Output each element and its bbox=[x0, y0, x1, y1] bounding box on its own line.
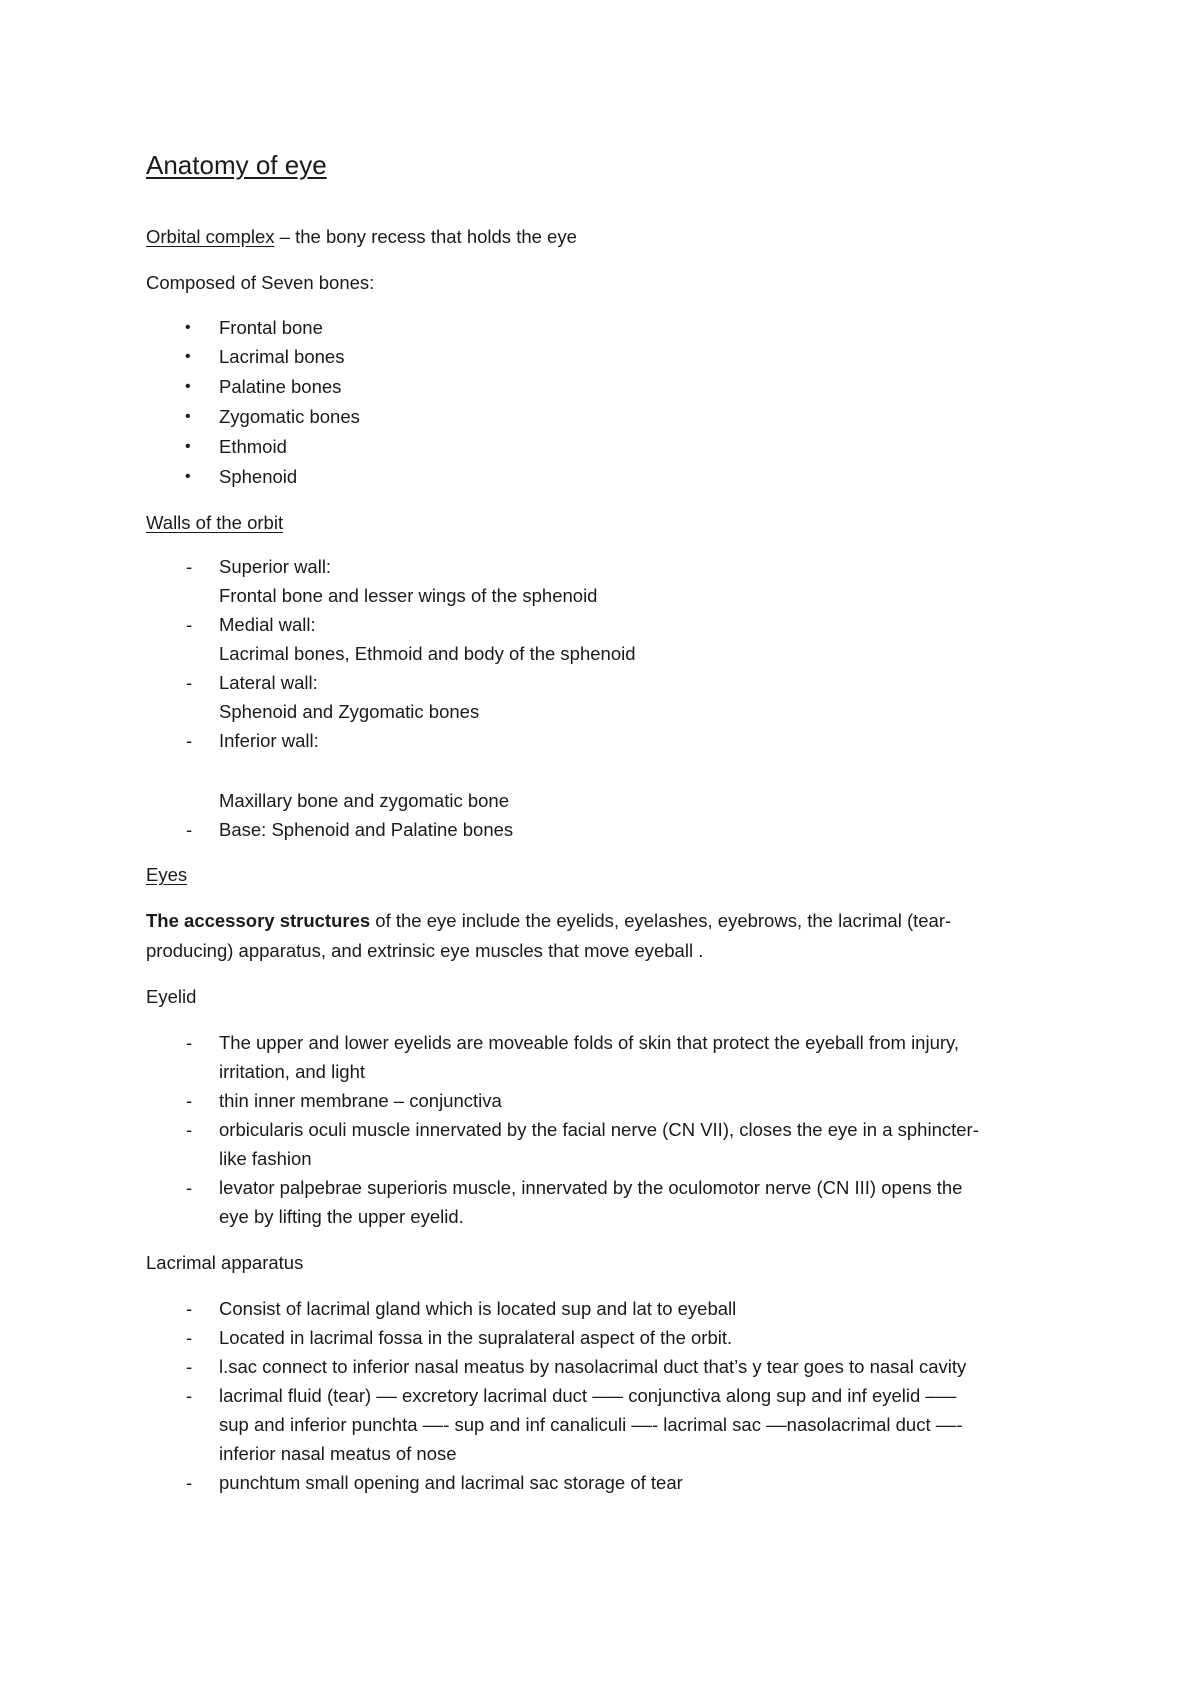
page-title: Anatomy of eye bbox=[146, 150, 327, 180]
bullet-icon: • bbox=[185, 319, 191, 336]
lacrimal-item: sup and inferior punchta ––- sup and inf canaliculi ––- lacrimal sac ––nasolacrimal duct ––- bbox=[219, 1414, 963, 1435]
wall-item: Lacrimal bones, Ethmoid and body of the sphenoid bbox=[219, 643, 636, 664]
wall-item: Medial wall: bbox=[219, 614, 316, 635]
eyelid-item: like fashion bbox=[219, 1148, 312, 1169]
lacrimal-heading: Lacrimal apparatus bbox=[146, 1252, 304, 1273]
eyes-intro-line2: producing) apparatus, and extrinsic eye muscles that move eyeball . bbox=[146, 940, 704, 961]
bone-item: Ethmoid bbox=[219, 436, 287, 457]
lacrimal-item: punchtum small opening and lacrimal sac storage of tear bbox=[219, 1472, 683, 1493]
eyelid-item: irritation, and light bbox=[219, 1061, 366, 1082]
dash-marker: - bbox=[186, 614, 193, 635]
bullet-icon: • bbox=[185, 468, 191, 485]
bone-item: Lacrimal bones bbox=[219, 346, 345, 367]
bone-item: Frontal bone bbox=[219, 317, 323, 338]
dash-marker: - bbox=[186, 1298, 193, 1319]
eyelid-item: orbicularis oculi muscle innervated by the facial nerve (CN VII), closes the eye in a sphincter- bbox=[219, 1119, 979, 1140]
wall-item: Frontal bone and lesser wings of the sphenoid bbox=[219, 585, 598, 606]
eyes-intro bbox=[146, 910, 951, 932]
bone-item: Sphenoid bbox=[219, 466, 298, 487]
wall-item: Superior wall: bbox=[219, 556, 332, 577]
wall-item: Lateral wall: bbox=[219, 672, 318, 693]
dash-marker: - bbox=[186, 730, 193, 751]
lacrimal-item: inferior nasal meatus of nose bbox=[219, 1443, 457, 1464]
lacrimal-item: Located in lacrimal fossa in the supralateral aspect of the orbit. bbox=[219, 1327, 733, 1348]
eyes-intro-bold: The accessory structures bbox=[146, 910, 371, 931]
bullet-icon: • bbox=[185, 408, 191, 425]
dash-marker: - bbox=[186, 819, 193, 840]
wall-item: Maxillary bone and zygomatic bone bbox=[219, 790, 509, 811]
bullet-icon: • bbox=[185, 378, 191, 395]
lacrimal-item: lacrimal fluid (tear) –– excretory lacrimal duct ––– conjunctiva along sup and inf eyelid ––– bbox=[219, 1385, 957, 1406]
eyelid-item: thin inner membrane – conjunctiva bbox=[219, 1090, 502, 1111]
bone-item: Palatine bones bbox=[219, 376, 342, 397]
walls-heading: Walls of the orbit bbox=[146, 512, 284, 533]
eyelid-item: levator palpebrae superioris muscle, innervated by the oculomotor nerve (CN III) opens the bbox=[219, 1177, 963, 1198]
dash-marker: - bbox=[186, 1177, 193, 1198]
eyes-heading: Eyes bbox=[146, 864, 188, 885]
orbital-definition-text: – the bony recess that holds the eye bbox=[274, 226, 577, 247]
wall-item: Base: Sphenoid and Palatine bones bbox=[219, 819, 514, 840]
eyelid-item: The upper and lower eyelids are moveable folds of skin that protect the eyeball from injury, bbox=[219, 1032, 960, 1053]
composed-line: Composed of Seven bones: bbox=[146, 272, 375, 293]
dash-marker: - bbox=[186, 556, 193, 577]
dash-marker: - bbox=[186, 1385, 193, 1406]
lacrimal-item: Consist of lacrimal gland which is located sup and lat to eyeball bbox=[219, 1298, 737, 1319]
eyelid-heading: Eyelid bbox=[146, 986, 197, 1007]
wall-item: Sphenoid and Zygomatic bones bbox=[219, 701, 480, 722]
bullet-icon: • bbox=[185, 438, 191, 455]
dash-marker: - bbox=[186, 1119, 193, 1140]
dash-marker: - bbox=[186, 1356, 193, 1377]
bone-item: Zygomatic bones bbox=[219, 406, 360, 427]
orbital-definition bbox=[146, 226, 577, 248]
dash-marker: - bbox=[186, 1032, 193, 1053]
dash-marker: - bbox=[186, 1327, 193, 1348]
orbital-term: Orbital complex bbox=[146, 226, 275, 247]
lacrimal-item: l.sac connect to inferior nasal meatus by nasolacrimal duct that’s y tear goes to nasal cavity bbox=[219, 1356, 967, 1377]
eyelid-item: eye by lifting the upper eyelid. bbox=[219, 1206, 464, 1227]
bullet-icon: • bbox=[185, 348, 191, 365]
dash-marker: - bbox=[186, 1472, 193, 1493]
dash-marker: - bbox=[186, 672, 193, 693]
eyes-intro-text: of the eye include the eyelids, eyelashes, eyebrows, the lacrimal (tear- bbox=[370, 910, 952, 931]
wall-item: Inferior wall: bbox=[219, 730, 319, 751]
dash-marker: - bbox=[186, 1090, 193, 1111]
